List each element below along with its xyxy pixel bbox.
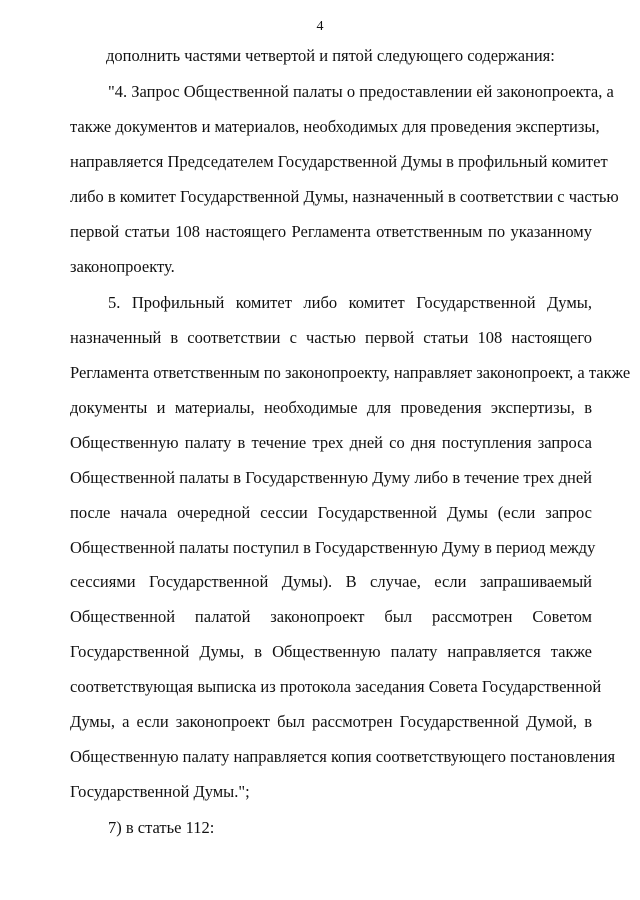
text-line: законопроекту. (70, 257, 175, 276)
text-line: Общественной палаты в Государственную Думу либо в течение трех дней (70, 468, 592, 487)
text-line: Общественной палатой законопроект был рассмотрен Советом (70, 607, 592, 626)
text-line: Государственной Думы, в Общественную палату направляется также (70, 642, 592, 661)
text-line: после начала очередной сессии Государственной Думы (если запрос (70, 503, 592, 522)
text-line: документы и материалы, необходимые для проведения экспертизы, в (70, 398, 592, 417)
text-line: назначенный в соответствии с частью первой статьи 108 настоящего (70, 328, 592, 347)
text-line: Регламента ответственным по законопроекту, направляет законопроект, а также (70, 363, 631, 382)
text-line: соответствующая выписка из протокола заседания Совета Государственной (70, 677, 602, 696)
text-line: Общественную палату направляется копия соответствующего постановления (70, 747, 616, 766)
text-line: также документов и материалов, необходимых для проведения экспертизы, (70, 117, 600, 136)
page-number: 4 (316, 19, 324, 34)
text-line: 5. Профильный комитет либо комитет Государственной Думы, (108, 293, 592, 312)
text-line: 7) в статье 112: (108, 818, 215, 837)
text-line: "4. Запрос Общественной палаты о предоставлении ей законопроекта, а (108, 82, 614, 101)
text-line: Общественную палату в течение трех дней со дня поступления запроса (70, 433, 592, 452)
text-line: первой статьи 108 настоящего Регламента ответственным по указанному (70, 222, 592, 241)
text-line: Государственной Думы."; (70, 782, 250, 801)
text-line: либо в комитет Государственной Думы, назначенный в соответствии с частью (70, 187, 619, 206)
text-line: сессиями Государственной Думы). В случае, если запрашиваемый (70, 572, 592, 591)
text-line: Думы, а если законопроект был рассмотрен Государственной Думой, в (70, 712, 592, 731)
text-line: дополнить частями четвертой и пятой следующего содержания: (106, 46, 555, 65)
text-line: Общественной палаты поступил в Государственную Думу в период между (70, 538, 596, 557)
text-line: направляется Председателем Государственной Думы в профильный комитет (70, 152, 608, 171)
